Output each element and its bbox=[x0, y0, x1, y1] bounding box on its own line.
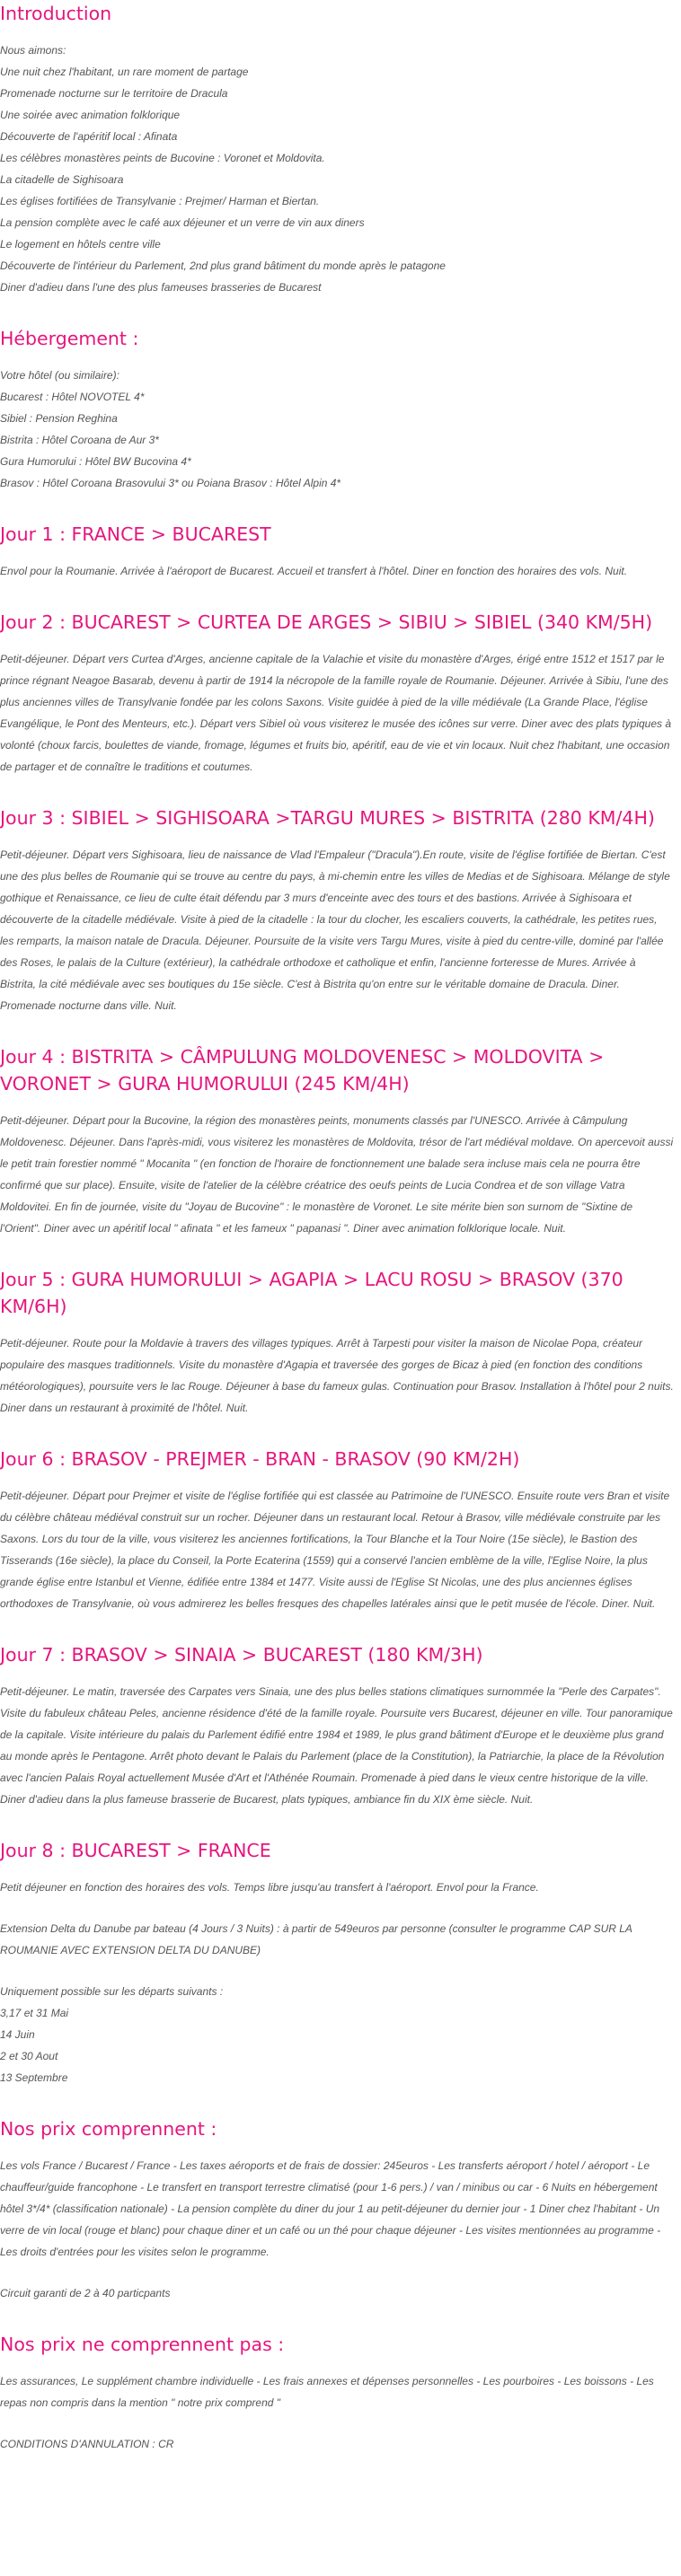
cancellation-conditions: CONDITIONS D'ANNULATION : CR bbox=[0, 2438, 174, 2450]
day-heading: Jour 8 : BUCAREST > FRANCE bbox=[0, 1840, 271, 1861]
extension-line: 13 Septembre bbox=[0, 2071, 68, 2084]
intro-line: La citadelle de Sighisoara bbox=[0, 173, 124, 186]
hebergement-line: Bistrita : Hôtel Coroana de Aur 3* bbox=[0, 434, 159, 446]
prix-exclus-heading: Nos prix ne comprennent pas : bbox=[0, 2334, 285, 2355]
intro-line: Une soirée avec animation folklorique bbox=[0, 109, 181, 121]
day-heading: Jour 5 : GURA HUMORULUI > AGAPIA > LACU ROSU > BRASOV (370 KM/6H) bbox=[0, 1269, 624, 1317]
extension-line: 2 et 30 Aout bbox=[0, 2050, 58, 2062]
day-description: Petit-déjeuner. Départ pour la Bucovine, la région des monastères peints, monuments classés par l'UNESCO. Arrivée à Câmpulung Moldovenesc. Déjeuner. Dans l'après-midi, vous visiterez les monastères de Moldovita, trésor de l'art médiéval moldave. On apercevoit aussi le petit train forestier nommé " Mocanita " (en fonction de l'horaire de fonctionnement une balade sera incluse mais cela ne pourra être confirmé que sur place). Ensuite, visite de l'atelier de la célèbre créatrice des oeufs peints de Lucia Condrea et de son village Vatra Moldovitei. En fin de journée, visite du "Joyau de Bucovine" : le monastère de Voronet. Le site mérite bien son surnom de "Sixtine de l'Orient". Diner avec un apéritif local " afinata " et les fameux " papanasi ". Diner avec animation folklorique locale. Nuit. bbox=[0, 1114, 674, 1235]
intro-line: Nous aimons: bbox=[0, 44, 66, 57]
extension-line: 14 Juin bbox=[0, 2028, 35, 2041]
day-heading: Jour 4 : BISTRITA > CÂMPULUNG MOLDOVENESC > MOLDOVITA > VORONET > GURA HUMORULUI (245 KM/4H) bbox=[0, 1046, 605, 1095]
intro-line: Le logement en hôtels centre ville bbox=[0, 238, 161, 251]
day-description: Petit-déjeuner. Départ vers Sighisoara, lieu de naissance de Vlad l'Empaleur ("Dracula").En route, visite de l'église fortifiée de Biertan. C'est une des plus belles de Roumanie qui se trouve au centre du pays, à mi-chemin entre les villes de Medias et de Sighisoara. Mélange de style gothique et Renaissance, ce lieu de culte était défendu par 3 murs d'enceinte avec des tours et des bastions. Arrivée à Sighisoara et découverte de la citadelle médiévale. Visite à pied de la citadelle : la tour du clocher, les escaliers couverts, la cathédrale, les petites rues, les remparts, la maison natale de Dracula. Déjeuner. Poursuite de la visite vers Targu Mures, visite à pied du centre-ville, dominé par l'allée des Roses, le palais de la Culture (extérieur), la cathédrale orthodoxe et catholique et enfin, l'ancienne forteresse de Mures. Arrivée à Bistrita, la cité médiévale avec ses boutiques du 15e siècle. C'est à Bistrita qu'on entre sur le véritable domaine de Dracula. Diner. Promenade nocturne dans ville. Nuit. bbox=[0, 848, 670, 1012]
hebergement-line: Bucarest : Hôtel NOVOTEL 4* bbox=[0, 391, 145, 403]
participants-note: Circuit garanti de 2 à 40 particpants bbox=[0, 2287, 171, 2299]
intro-line: Les églises fortifiées de Transylvanie : Prejmer/ Harman et Biertan. bbox=[0, 195, 320, 207]
intro-heading: Introduction bbox=[0, 3, 112, 24]
hebergement-heading: Hébergement : bbox=[0, 328, 139, 349]
extension-line: Uniquement possible sur les départs suivants : bbox=[0, 1985, 224, 1998]
prix-exclus-text: Les assurances, Le supplément chambre individuelle - Les frais annexes et dépenses personnelles - Les pourboires - Les boissons - Les repas non compris dans la mention " notre prix comprend " bbox=[0, 2375, 654, 2409]
prix-inclus-heading: Nos prix comprennent : bbox=[0, 2118, 217, 2140]
intro-line: Découverte de l'apéritif local : Afinata bbox=[0, 130, 178, 143]
day-description: Envol pour la Roumanie. Arrivée à l'aéroport de Bucarest. Accueil et transfert à l'hôtel. Diner en fonction des horaires des vols. Nuit. bbox=[0, 565, 628, 577]
day-heading: Jour 3 : SIBIEL > SIGHISOARA >TARGU MURES > BISTRITA (280 KM/4H) bbox=[0, 807, 655, 829]
intro-line: La pension complète avec le café aux déjeuner et un verre de vin aux diners bbox=[0, 216, 365, 229]
extension-text: Extension Delta du Danube par bateau (4 Jours / 3 Nuits) : à partir de 549euros par personne (consulter le programme CAP SUR LA ROUMANIE AVEC EXTENSION DELTA DU DANUBE) bbox=[0, 1922, 632, 1956]
day-description: Petit-déjeuner. Route pour la Moldavie à travers des villages typiques. Arrêt à Tarpesti pour visiter la maison de Nicolae Popa, créateur populaire des masques traditionnels. Visite du monastère d'Agapia et traversée des gorges de Bicaz à pied (en fonction des conditions météorologiques), poursuite vers le lac Rouge. Déjeuner à base du fameux gulas. Continuation pour Brasov. Installation à l'hôtel pour 2 nuits. Diner dans un restaurant à proximité de l'hôtel. Nuit. bbox=[0, 1337, 674, 1414]
day-heading: Jour 2 : BUCAREST > CURTEA DE ARGES > SIBIU > SIBIEL (340 KM/5H) bbox=[0, 611, 653, 633]
day-description: Petit-déjeuner. Départ vers Curtea d'Arges, ancienne capitale de la Valachie et visite du monastère d'Arges, érigé entre 1512 et 1517 par le prince régnant Neagoe Basarab, devenu à partir de 1914 la nécropole de la famille royale de Roumanie. Déjeuner. Arrivée à Sibiu, l'une des plus anciennes villes de Transylvanie fondée par les colons Saxons. Visite guidée à pied de la ville médiévale (La Grande Place, l'église Evangélique, le Pont des Menteurs, etc.). Départ vers Sibiel où vous visiterez le musée des icônes sur verre. Diner avec des plats typiques à volonté (choux farcis, boulettes de viande, fromage, légumes et fruits bio, apéritif, eau de vie et vin locaux. Nuit chez l'habitant, une occasion de partager et de connaître le traditions et coutumes. bbox=[0, 653, 672, 773]
day-heading: Jour 7 : BRASOV > SINAIA > BUCAREST (180 KM/3H) bbox=[0, 1644, 483, 1666]
intro-line: Découverte de l'intérieur du Parlement, 2nd plus grand bâtiment du monde après le patagone bbox=[0, 259, 446, 272]
hebergement-line: Sibiel : Pension Reghina bbox=[0, 412, 118, 425]
hebergement-line: Brasov : Hôtel Coroana Brasovului 3* ou Poiana Brasov : Hôtel Alpin 4* bbox=[0, 477, 341, 489]
day-description: Petit-déjeuner. Départ pour Prejmer et visite de l'église fortifiée qui est classée au Patrimoine de l'UNESCO. Ensuite route vers Bran et visite du célèbre château médiéval construit sur un rocher. Déjeuner dans un restaurant local. Retour à Brasov, ville médiévale construite par les Saxons. Lors du tour de la ville, vous visiterez les anciennes fortifications, la Tour Blanche et la Tour Noire (15e siècle), le Bastion des Tisserands (16e siècle), la place du Conseil, la Porte Ecaterina (1559) qui a conservé l'ancien emblème de la ville, l'Eglise Noire, la plus grande église entre Istanbul et Vienne, édifiée entre 1384 et 1477. Visite aussi de l'Eglise St Nicolas, une des plus anciennes églises orthodoxes de Transylvanie, où vous admirerez les belles fresques des chapelles latérales ainsi que le petit musée de l'école. Diner. Nuit. bbox=[0, 1490, 670, 1610]
prix-inclus-text: Les vols France / Bucarest / France - Les taxes aéroports et de frais de dossier: 245euros - Les transferts aéroport / hotel / aéroport - Le chauffeur/guide francophone - Le transfert en transport terrestre climatisé (pour 1-6 pers.) / van / minibus ou car - 6 Nuits en hébergement hôtel 3*/4* (classification nationale) - La pension complète du diner du jour 1 au petit-déjeuner du dernier jour - 1 Diner chez l'habitant - Un verre de vin local (rouge et blanc) pour chaque diner et un café ou un thé pour chaque déjeuner - Les visites mentionnées au programme - Les droits d'entrées pour les visites selon le programme. bbox=[0, 2159, 661, 2258]
day-heading: Jour 1 : FRANCE > BUCAREST bbox=[0, 523, 271, 545]
hebergement-line: Gura Humorului : Hôtel BW Bucovina 4* bbox=[0, 455, 191, 468]
intro-line: Les célèbres monastères peints de Bucovine : Voronet et Moldovita. bbox=[0, 152, 325, 164]
day-description: Petit-déjeuner. Le matin, traversée des Carpates vers Sinaia, une des plus belles stations climatiques surnommée la "Perle des Carpates". Visite du fabuleux château Peles, ancienne résidence d'été de la famille royale. Poursuite vers Bucarest, déjeuner en ville. Tour panoramique de la capitale. Visite intérieure du palais du Parlement édifié entre 1984 et 1989, le plus grand bâtiment d'Europe et le deuxième plus grand au monde après le Pentagone. Arrêt photo devant le Palais du Parlement (place de la Constitution), la Patriarchie, la place de la Révolution avec l'ancien Palais Royal actuellement Musée d'Art et l'Athénée Roumain. Promenade à pied dans le vieux centre historique de la ville. Diner d'adieu dans la plus fameuse brasserie de Bucarest, plats typiques, ambiance fin du XIX ème siècle. Nuit. bbox=[0, 1685, 673, 1806]
hebergement-list bbox=[0, 365, 674, 494]
extension-dates bbox=[0, 1981, 674, 2088]
extension-line: 3,17 et 31 Mai bbox=[0, 2007, 69, 2019]
day-description: Petit déjeuner en fonction des horaires des vols. Temps libre jusqu'au transfert à l'aéroport. Envol pour la France. bbox=[0, 1881, 539, 1894]
intro-line: Promenade nocturne sur le territoire de Dracula bbox=[0, 87, 228, 100]
intro-line: Diner d'adieu dans l'une des plus fameuses brasseries de Bucarest bbox=[0, 281, 322, 294]
hebergement-line: Votre hôtel (ou similaire): bbox=[0, 369, 119, 382]
intro-line: Une nuit chez l'habitant, un rare moment de partage bbox=[0, 66, 249, 78]
day-heading: Jour 6 : BRASOV - PREJMER - BRAN - BRASOV (90 KM/2H) bbox=[0, 1448, 520, 1470]
intro-list bbox=[0, 40, 674, 298]
